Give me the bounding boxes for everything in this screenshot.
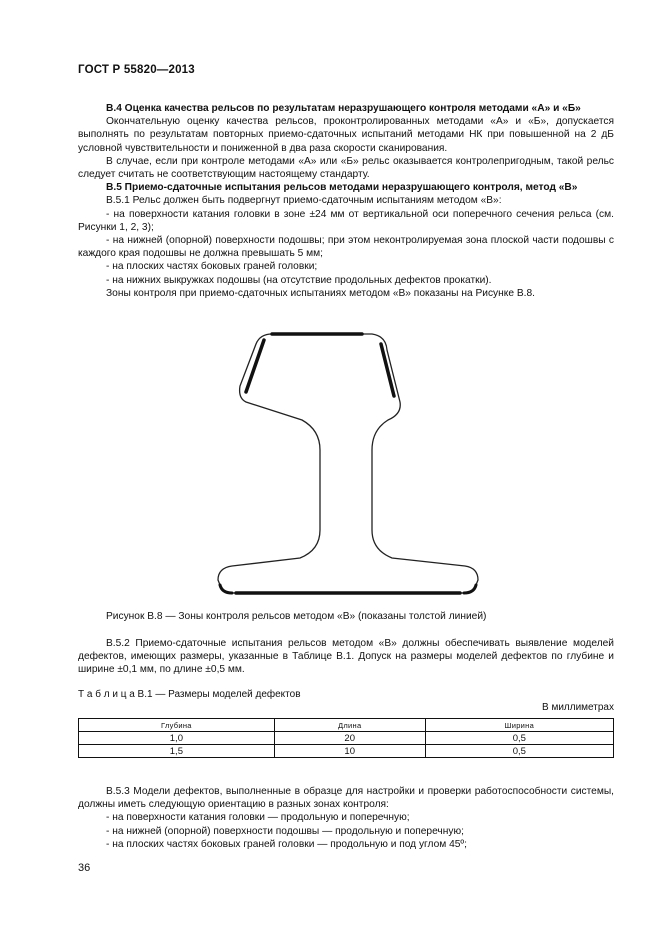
doc-header: ГОСТ Р 55820—2013: [78, 64, 195, 76]
zones-note: Зоны контроля при приемо-сдаточных испытаниях методом «В» показаны на Рисунке В.8.: [106, 287, 535, 299]
table-cell: 0,5: [425, 745, 613, 758]
table-cell: 10: [274, 745, 425, 758]
table-caption: Т а б л и ц а В.1 — Размеры моделей дефектов: [78, 689, 301, 700]
list-item: - на нижней (опорной) поверхности подошвы — продольную и поперечную;: [106, 825, 464, 837]
table-cell: 1,0: [79, 732, 275, 745]
section-b4-para1: Окончательную оценку качества рельсов, проконтролированных методами «А» и «Б», допускается выполнять по результатам повторных приемо-сдаточных испытаний методами НК при повышенной на 2 дБ условной чувствительности и пониженной в два раза скорости сканирования.: [78, 116, 614, 154]
list-item: - на поверхности катания головки в зоне ±24 мм от вертикальной оси поперечного сечения рельса (см. Рисунки 1, 2, 3);: [78, 208, 614, 233]
table-row: [79, 745, 614, 758]
section-b53: [78, 785, 614, 851]
section-b53-intro: В.5.3 Модели дефектов, выполненные в образце для настройки и проверки работоспособности системы, должны иметь следующую ориентацию в разных зонах контроля:: [78, 786, 614, 811]
table-cell: 20: [274, 732, 425, 745]
table-header: Длина: [274, 719, 425, 732]
section-b52-text: В.5.2 Приемо-сдаточные испытания рельсов методом «В» должны обеспечивать выявление моделей дефектов, имеющих размеры, указанные в Таблице В.1. Допуск на размеры моделей дефектов по глубине и ширине ±0,1 мм, по длине ±0,5 мм.: [78, 638, 614, 676]
list-item: - на плоских частях боковых граней головки;: [106, 261, 318, 273]
section-b4-title: В.4 Оценка качества рельсов по результатам неразрушающего контроля методами «А» и «Б»: [106, 103, 581, 114]
section-b5-intro: В.5.1 Рельс должен быть подвергнут приемо-сдаточным испытаниям методом «В»:: [106, 195, 502, 207]
zone-foot-right-fillet: [464, 585, 476, 593]
table-header-row: [79, 719, 614, 732]
list-item: - на плоских частях боковых граней головки — продольную и под углом 45º;: [106, 838, 467, 850]
table-header: Ширина: [425, 719, 613, 732]
section-b5-title: В.5 Приемо-сдаточные испытания рельсов методами неразрушающего контроля, метод «В»: [106, 182, 578, 194]
section-b4-para2: В случае, если при контроле методами «А» или «Б» рельс оказывается контролепригодным, такой рельс следует считать не соответствующим настоящему стандарту.: [78, 155, 614, 181]
section-b52: [78, 637, 614, 677]
table-units: В миллиметрах: [542, 702, 614, 713]
list-item: - на нижних выкружках подошвы (на отсутствие продольных дефектов прокатки).: [106, 274, 492, 286]
table-header: Глубина: [79, 719, 275, 732]
list-item: - на поверхности катания головки — продольную и поперечную;: [106, 812, 410, 824]
list-item: - на нижней (опорной) поверхности подошвы; при этом неконтролируемая зона плоской части подошвы с каждого края подошвы не должна превышать 5 мм;: [78, 235, 614, 260]
table-cell: 0,5: [425, 732, 613, 745]
table-row: [79, 732, 614, 745]
table-cell: 1,5: [79, 745, 275, 758]
rail-outline: [218, 334, 478, 593]
figure-caption: Рисунок В.8 — Зоны контроля рельсов методом «В» (показаны толстой линией): [106, 611, 487, 622]
defects-table: [78, 718, 614, 758]
zone-foot-left-fillet: [220, 585, 232, 593]
page-number: 36: [78, 862, 91, 874]
